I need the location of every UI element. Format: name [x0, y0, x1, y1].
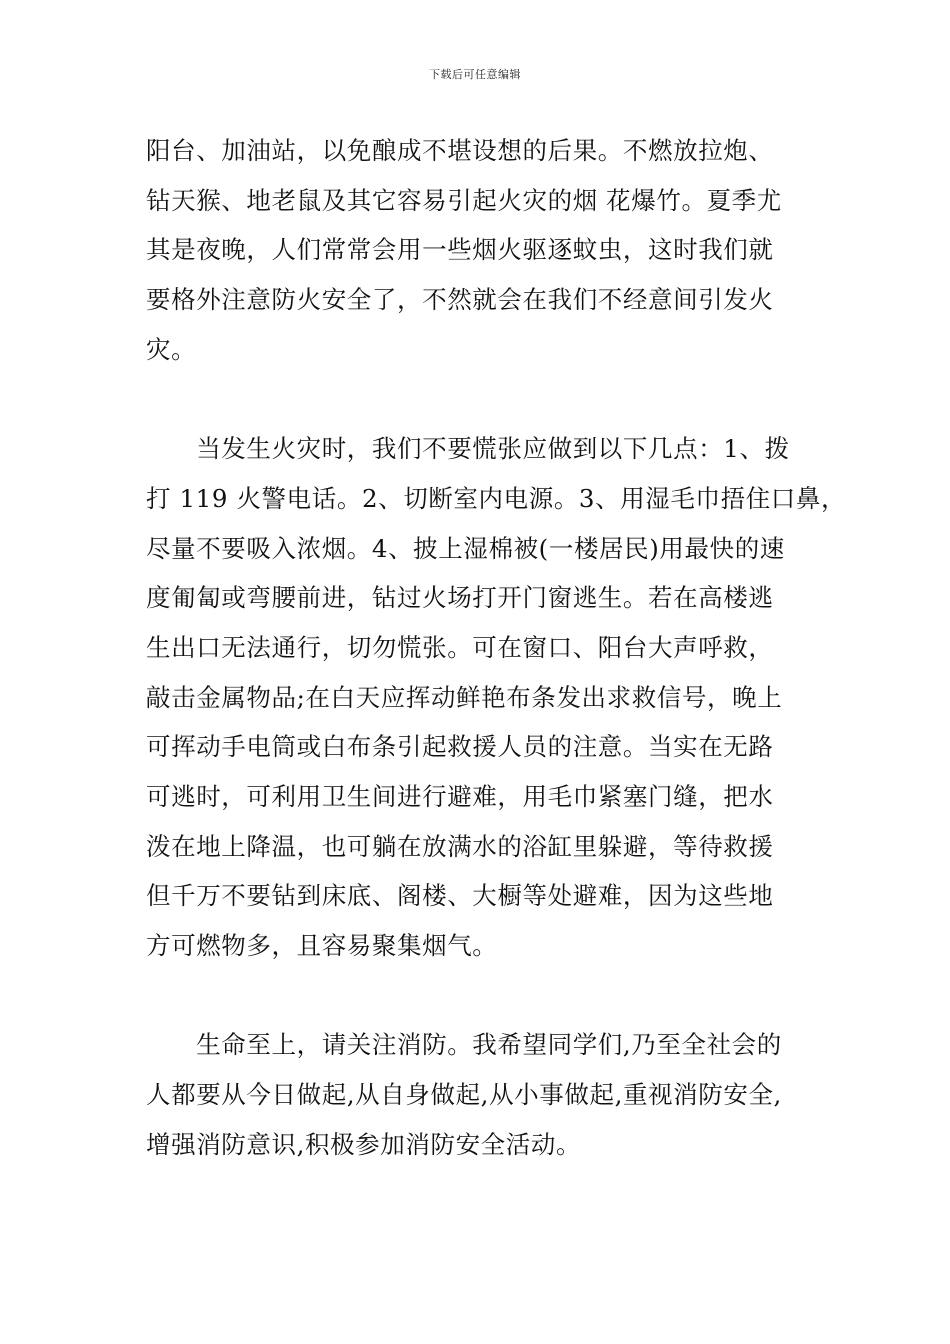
- text-line: 泼在地上降温，也可躺在放满水的浴缸里躲避，等待救援: [146, 831, 774, 861]
- text-line: 其是夜晚，人们常常会用一些烟火驱逐蚊虫，这时我们就: [146, 235, 774, 265]
- text-line: 可逃时，可利用卫生间进行避难，用毛巾紧塞门缝，把水: [146, 781, 774, 811]
- text-line: 灾。: [146, 334, 197, 364]
- document-body: [146, 126, 847, 1169]
- text-line: 可挥动手电筒或白布条引起救援人员的注意。当实在无路: [146, 732, 774, 762]
- text-line: 敲击金属物品;在白天应挥动鲜艳布条发出求救信号，晚上: [146, 682, 783, 712]
- paragraph-1: [146, 126, 806, 374]
- text-line: 生命至上，请关注消防。我希望同学们,乃至全社会的: [146, 1030, 782, 1060]
- text-line: 生出口无法通行，切勿慌张。可在窗口、阳台大声呼救，: [146, 632, 774, 662]
- text-line: 人都要从今日做起,从自身做起,从小事做起,重视消防安全,: [146, 1080, 782, 1110]
- paragraph-2: [146, 424, 847, 971]
- paragraph-3: [146, 1020, 806, 1169]
- text-line: 要格外注意防火安全了，不然就会在我们不经意间引发火: [146, 285, 774, 315]
- text-line: 钻天猴、地老鼠及其它容易引起火灾的烟 花爆竹。夏季尤: [146, 185, 782, 215]
- page-header: 下载后可任意编辑: [429, 68, 521, 81]
- text-line: 增强消防意识,积极参加消防安全活动。: [146, 1129, 582, 1159]
- text-line: 度匍匐或弯腰前进，钻过火场打开门窗逃生。若在高楼逃: [146, 583, 774, 613]
- paragraph-spacer: [146, 971, 806, 1021]
- text-line: 打 119 火警电话。2、切断室内电源。3、用湿毛巾捂住口鼻，: [146, 483, 847, 513]
- text-line: 但千万不要钻到床底、阁楼、大橱等处避难，因为这些地: [146, 881, 774, 911]
- text-line: 阳台、加油站，以免酿成不堪设想的后果。不燃放拉炮、: [146, 136, 774, 165]
- text-line: 尽量不要吸入浓烟。4、披上湿棉被(一楼居民)用最快的速: [146, 533, 785, 563]
- text-line: 方可燃物多，且容易聚集烟气。: [146, 931, 498, 960]
- text-line: 当发生火灾时，我们不要慌张应做到以下几点：1、拨: [146, 434, 790, 464]
- paragraph-spacer: [146, 374, 806, 424]
